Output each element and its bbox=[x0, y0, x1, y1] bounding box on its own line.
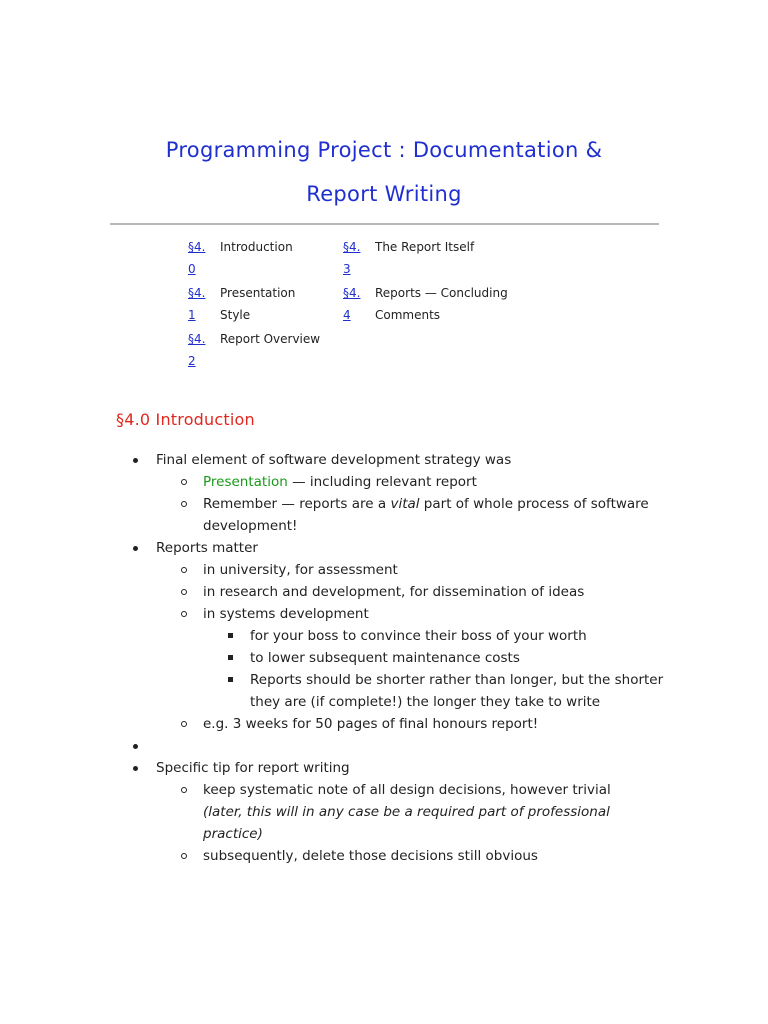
bullet-disc-icon bbox=[133, 546, 138, 551]
bullet-circle-icon bbox=[181, 787, 187, 793]
title-line-1: Programming Project : Documentation & bbox=[165, 138, 603, 162]
horizontal-rule bbox=[110, 223, 659, 225]
bullet-circle-icon bbox=[181, 721, 187, 727]
bullet-circle-icon bbox=[181, 501, 187, 507]
list-item: in university, for assessment bbox=[203, 559, 768, 581]
sub-sub-list bbox=[203, 625, 768, 713]
toc-label-4-2: Report Overview bbox=[220, 332, 321, 346]
bullet-list bbox=[0, 449, 768, 867]
bullet-square-icon bbox=[228, 677, 233, 682]
list-item bbox=[0, 735, 768, 757]
list-item: Remember — reports are a vital part of whole process of software development! bbox=[203, 493, 768, 537]
list-item: Specific tip for report writing keep systematic note of all design decisions, however trivial (later, this will in any case be a required part of professional practice) subsequently, delete those decisions still obvious bbox=[0, 757, 768, 867]
list-item: Reports should be shorter rather than longer, but the shorter they are (if complete!) the longer they take to write bbox=[250, 669, 768, 713]
bullet-square-icon bbox=[228, 655, 233, 660]
bullet-square-icon bbox=[228, 633, 233, 638]
toc-label-4-1: Presentation Style bbox=[220, 286, 296, 322]
bullet-circle-icon bbox=[181, 479, 187, 485]
list-item: in research and development, for dissemination of ideas bbox=[203, 581, 768, 603]
toc-label-4-0: Introduction bbox=[220, 240, 293, 254]
list-item: Final element of software development strategy was Presentation — including relevant report Remember — reports are a vital part of whole process of software development! bbox=[0, 449, 768, 537]
toc-link-4-1[interactable]: §4. 1 bbox=[188, 286, 206, 322]
bullet-circle-icon bbox=[181, 589, 187, 595]
sub-list bbox=[156, 559, 768, 735]
bullet-disc-icon bbox=[133, 744, 138, 749]
bullet-circle-icon bbox=[181, 611, 187, 617]
toc-link-4-4[interactable]: §4. 4 bbox=[343, 286, 361, 322]
bullet-circle-icon bbox=[181, 853, 187, 859]
toc-link-4-0[interactable]: §4. 0 bbox=[188, 240, 206, 276]
sub-list bbox=[156, 471, 768, 537]
toc-label-4-3: The Report Itself bbox=[375, 240, 475, 254]
bullet-circle-icon bbox=[181, 567, 187, 573]
list-item: subsequently, delete those decisions still obvious bbox=[203, 845, 768, 867]
list-item: Presentation — including relevant report bbox=[203, 471, 768, 493]
toc-label-4-4: Reports — Concluding Comments bbox=[375, 286, 508, 322]
toc-link-4-3[interactable]: §4. 3 bbox=[343, 240, 361, 276]
list-item: to lower subsequent maintenance costs bbox=[250, 647, 768, 669]
page-title bbox=[0, 128, 768, 216]
title-line-2: Report Writing bbox=[306, 182, 462, 206]
bullet-content bbox=[0, 449, 768, 867]
list-item: keep systematic note of all design decisions, however trivial (later, this will in any case be a required part of professional practice) bbox=[203, 779, 768, 845]
list-item: e.g. 3 weeks for 50 pages of final honours report! bbox=[203, 713, 768, 735]
list-item: in systems development for your boss to convince their boss of your worth to lower subsequent maintenance costs Reports should be shorter rather than longer, but the shorter they are (if complete!) the longer they take to write bbox=[203, 603, 768, 713]
section-heading: §4.0 Introduction bbox=[116, 410, 255, 429]
list-item: Reports matter in university, for assessment in research and development, for dissemination of ideas in systems development for your boss to convince their boss of your worth to lower subsequent maintenance costs Reports should be shorter rather than longer, but the shorter they are (if complete!) the longer they take to write e.g. 3 weeks for 50 pages of final honours report! bbox=[0, 537, 768, 735]
bullet-disc-icon bbox=[133, 458, 138, 463]
toc-link-4-2[interactable]: §4. 2 bbox=[188, 332, 206, 368]
list-item: for your boss to convince their boss of your worth bbox=[250, 625, 768, 647]
bullet-disc-icon bbox=[133, 766, 138, 771]
sub-list bbox=[156, 779, 768, 867]
